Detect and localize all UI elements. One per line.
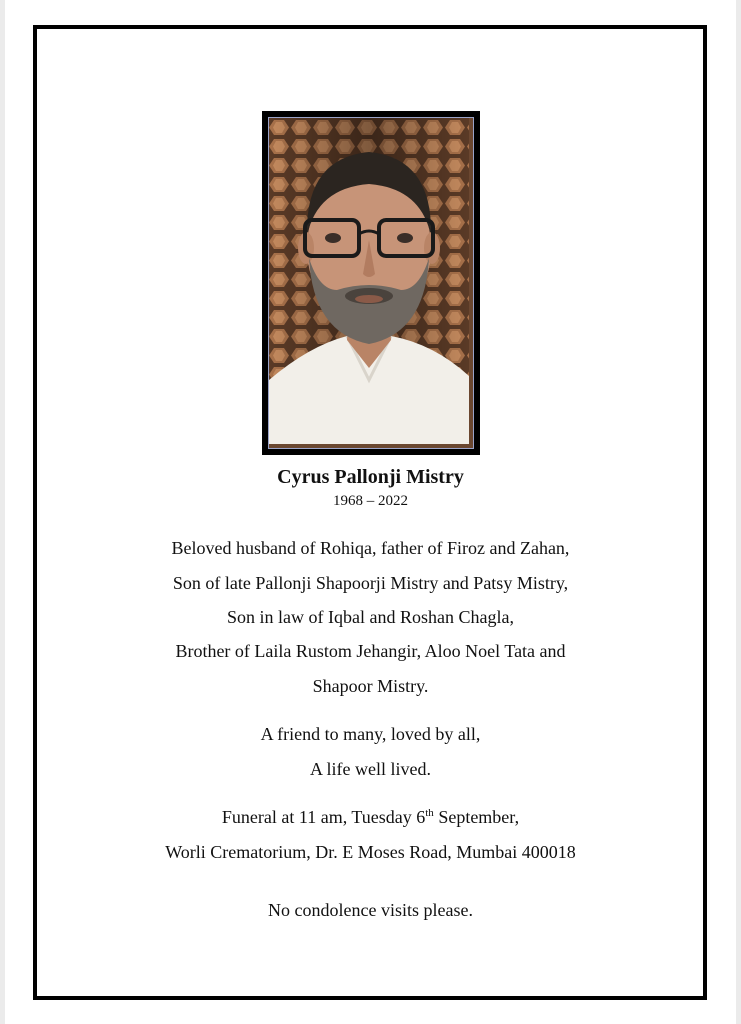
- deceased-name: Cyrus Pallonji Mistry: [277, 466, 464, 488]
- family-line-3: Son in law of Iqbal and Roshan Chagla,: [227, 607, 514, 627]
- family-line-4: Brother of Laila Rustom Jehangir, Aloo Noel Tata and: [175, 641, 566, 661]
- portrait-photo: [268, 117, 474, 449]
- funeral-location: Worli Crematorium, Dr. E Moses Road, Mumbai 400018: [165, 842, 576, 862]
- tribute-line-1: A friend to many, loved by all,: [260, 724, 481, 744]
- funeral-month: September,: [433, 807, 520, 827]
- family-line-2: Son of late Pallonji Shapoorji Mistry and Patsy Mistry,: [172, 573, 569, 593]
- life-years: 1968 – 2022: [333, 493, 408, 509]
- tribute-line-2: A life well lived.: [310, 759, 431, 779]
- closing-note: No condolence visits please.: [268, 900, 473, 920]
- funeral-line-1: [0, 807, 741, 828]
- portrait-frame: [262, 111, 480, 455]
- family-line-5: Shapoor Mistry.: [312, 676, 429, 696]
- family-line-1: Beloved husband of Rohiqa, father of Firoz and Zahan,: [171, 538, 570, 558]
- funeral-time-date: Funeral at 11 am, Tuesday 6: [221, 807, 426, 827]
- ordinal-suffix: th: [425, 807, 434, 819]
